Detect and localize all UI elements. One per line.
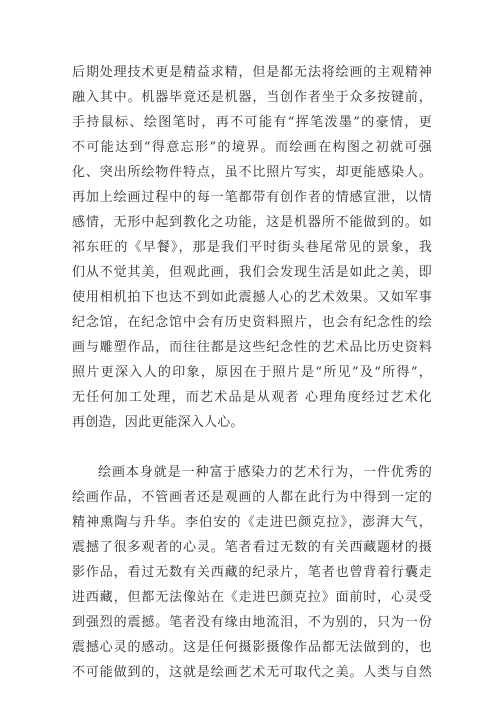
text-line: 影作品，看过无数有关西藏的纪录片，笔者也曾背着行囊走 [72, 565, 432, 580]
text-line: 震撼了很多观者的心灵。笔者看过无数的有关西藏题材的摄 [72, 540, 432, 555]
paragraph-2 [72, 460, 432, 685]
text-line: 再加上绘画过程中的每一笔都带有创作者的情感宣泄，以情 [72, 190, 432, 205]
text-line: 祁东旺的《早餐》，那是我们平时街头巷尾常见的景象，我 [72, 240, 432, 255]
text-line: 绘画作品，不管画者还是观画的人都在此行为中得到一定的 [72, 490, 432, 505]
text-line: 无任何加工处理，而艺术品是从观者 心理角度经过艺术化 [72, 390, 432, 405]
text-line: 精神熏陶与升华。李伯安的《走进巴颜克拉》，澎湃大气， [72, 515, 432, 530]
text-line: 进西藏，但都无法像站在《走进巴颜克拉》面前时，心灵受 [72, 590, 432, 605]
text-line: 融入其中。机器毕竟还是机器，当创作者坐于众多按键前， [72, 90, 432, 105]
body-text [72, 60, 432, 685]
text-line: 震撼心灵的感动。这是任何摄影摄像作品都无法做到的，也 [72, 640, 432, 655]
text-line: 画与雕塑作品，而往往都是这些纪念性的艺术品比历史资料 [72, 340, 432, 355]
text-line: 手持鼠标、绘图笔时，再不可能有“挥笔泼墨”的豪情，更 [72, 115, 432, 130]
text-line: 绘画本身就是一种富于感染力的艺术行为，一件优秀的 [98, 465, 432, 480]
text-line: 后期处理技术更是精益求精，但是都无法将绘画的主观精神 [72, 65, 432, 80]
text-line: 使用相机拍下也达不到如此震撼人心的艺术效果。又如军事 [72, 290, 432, 305]
text-line: 化、突出所绘物件特点，虽不比照片写实，却更能感染人。 [72, 165, 432, 180]
paragraph-1 [72, 60, 432, 435]
text-line: 不可能达到“得意忘形”的境界。而绘画在构图之初就可强 [72, 140, 432, 155]
text-line: 照片更深入人的印象，原因在于照片是“所见”及“所得”， [72, 365, 432, 380]
text-line: 们从不觉其美，但观此画，我们会发现生活是如此之美，即 [72, 265, 432, 280]
text-line: 不可能做到的，这就是绘画艺术无可取代之美。人类与自然 [72, 665, 432, 680]
text-line: 感情，无形中起到教化之功能，这是机器所不能做到的。如 [72, 215, 432, 230]
text-line: 再创造，因此更能深入人心。 [72, 415, 244, 430]
text-line: 到强烈的震撼。笔者没有缘由地流泪，不为别的，只为一份 [72, 615, 432, 630]
paragraph-spacer [72, 435, 432, 460]
text-line: 纪念馆，在纪念馆中会有历史资料照片，也会有纪念性的绘 [72, 315, 432, 330]
